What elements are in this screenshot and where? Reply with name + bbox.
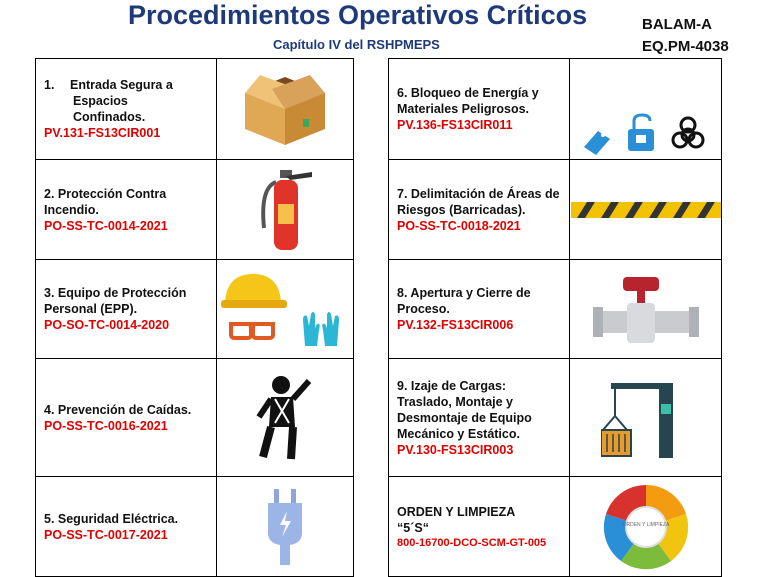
electric-plug-icon xyxy=(217,477,354,577)
valve-icon xyxy=(570,260,722,359)
procedure-row xyxy=(389,160,722,260)
procedure-code: PV.132-FS13CIR006 xyxy=(397,318,514,332)
facility-tag: BALAM-A xyxy=(642,16,712,33)
procedure-row xyxy=(389,59,722,160)
procedure-row xyxy=(36,260,354,359)
fall-harness-icon xyxy=(217,359,354,477)
procedures-table-right xyxy=(388,58,722,577)
procedure-code: PV.131-FS13CIR001 xyxy=(44,126,161,140)
page-title: Procedimientos Operativos Críticos xyxy=(128,0,588,30)
procedure-row xyxy=(36,160,354,260)
ppe-icon xyxy=(217,260,354,359)
procedure-code: 800-16700-DCO-SCM-GT-005 xyxy=(397,536,547,549)
procedure-text: 6. Bloqueo de Energía y Materiales Peligrosos. PV.136-FS13CIR011 xyxy=(389,59,570,160)
procedure-row xyxy=(36,359,354,477)
cardboard-box-icon xyxy=(217,59,354,160)
procedure-text: 2. Protección Contra Incendio. PO-SS-TC-0014-2021 xyxy=(36,160,217,260)
lockout-tag-biohazard-icon xyxy=(570,59,722,160)
procedure-text: 8. Apertura y Cierre de Proceso. PV.132-FS13CIR006 xyxy=(389,260,570,359)
procedure-text: 1. Entrada Segura a Espacios Confinados. PV.131-FS13CIR001 xyxy=(36,59,217,160)
five-s-wheel-icon xyxy=(570,477,722,577)
procedure-text: 9. Izaje de Cargas: Traslado, Montaje y Desmontaje de Equipo Mecánico y Estático. PV.130-FS13CIR003 xyxy=(389,359,570,477)
procedure-row xyxy=(389,359,722,477)
procedure-code: PO-SS-TC-0016-2021 xyxy=(44,418,168,433)
fire-extinguisher-icon xyxy=(217,160,354,260)
procedure-code: PV.136-FS13CIR011 xyxy=(397,118,513,132)
wheel-center-text: ORDEN Y LIMPIEZA xyxy=(622,521,669,528)
procedure-text: 3. Equipo de Protección Personal (EPP). PO-SO-TC-0014-2020 xyxy=(36,260,217,359)
barricade-tape-icon xyxy=(570,160,722,260)
procedures-table-left xyxy=(35,58,354,577)
procedure-row xyxy=(36,59,354,160)
crane-container-icon xyxy=(570,359,722,477)
procedure-code: PV.130-FS13CIR003 xyxy=(397,442,514,457)
procedure-text: 5. Seguridad Eléctrica. PO-SS-TC-0017-2021 xyxy=(36,477,217,577)
procedure-text: ORDEN Y LIMPIEZA “5´S“ 800-16700-DCO-SCM-GT-005 xyxy=(389,477,570,577)
procedure-code: PO-SS-TC-0018-2021 xyxy=(397,218,521,233)
page-subtitle: Capítulo IV del RSHPMEPS xyxy=(273,37,440,52)
procedure-text: 4. Prevención de Caídas. PO-SS-TC-0016-2021 xyxy=(36,359,217,477)
procedure-code: PO-SO-TC-0014-2020 xyxy=(44,318,170,332)
equipment-tag: EQ.PM-4038 xyxy=(642,38,729,55)
procedure-row xyxy=(36,477,354,577)
procedure-code: PO-SS-TC-0017-2021 xyxy=(44,527,168,542)
procedure-code: PO-SS-TC-0014-2021 xyxy=(44,218,168,233)
procedure-row xyxy=(389,260,722,359)
procedure-row xyxy=(389,477,722,577)
procedure-text: 7. Delimitación de Áreas de Riesgos (Barricadas). PO-SS-TC-0018-2021 xyxy=(389,160,570,260)
